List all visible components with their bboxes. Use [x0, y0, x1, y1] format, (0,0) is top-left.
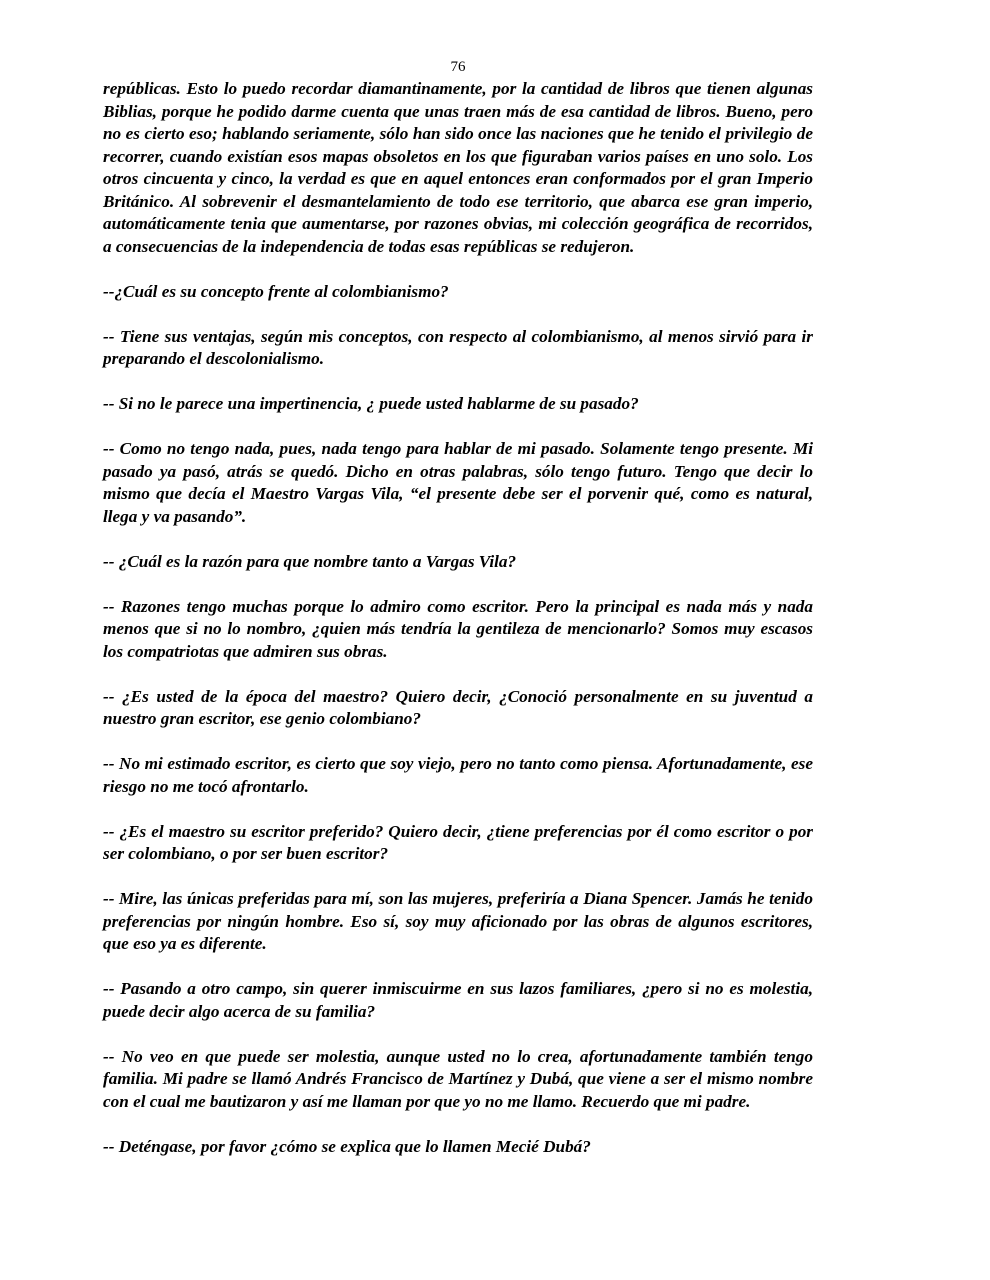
paragraph-answer: -- Tiene sus ventajas, según mis conceptos, con respecto al colombianismo, al menos sirvió para ir preparando el descolonialismo. — [103, 326, 813, 368]
paragraph-question: -- ¿Es usted de la época del maestro? Quiero decir, ¿Conoció personalmente en su juventud a nuestro gran escritor, ese genio colombiano? — [103, 686, 813, 728]
paragraph-question: -- ¿Es el maestro su escritor preferido? Quiero decir, ¿tiene preferencias por él como escritor o por ser colombiano, o por ser buen escritor? — [103, 821, 813, 863]
paragraph-answer: -- Como no tengo nada, pues, nada tengo para hablar de mi pasado. Solamente tengo presente. Mi pasado ya pasó, atrás se quedó. Dicho en otras palabras, sólo tengo futuro. Tengo que decir lo mismo que decía el Maestro Vargas Vila, “el presente debe ser el porvenir qué, como es natural, llega y va pasando”. — [103, 439, 813, 526]
paragraph-answer: -- Razones tengo muchas porque lo admiro como escritor. Pero la principal es nada más y nada menos que si no lo nombro, ¿quien más tendría la gentileza de mencionarlo? Somos muy escasos los compatriotas que admiren sus obras. — [103, 596, 813, 661]
paragraph-question: -- ¿Cuál es la razón para que nombre tanto a Vargas Vila? — [103, 551, 517, 571]
paragraph-question: --¿Cuál es su concepto frente al colombianismo? — [103, 281, 449, 301]
paragraph-continuation: repúblicas. Esto lo puedo recordar diamantinamente, por la cantidad de libros que tienen algunas Biblias, porque he podido darme cuenta que unas traen más de esa cantidad de libros. Bueno, pero no es cierto eso; hablando seriamente, sólo han sido once las naciones que he tenido el privilegio de recorrer, cuando existían esos mapas obsoletos en los que figuraban varios países en uno solo. Los otros cincuenta y cinco, la verdad es que en aquel entonces eran conformados por el gran Imperio Británico. Al sobrevenir el desmantelamiento de todo ese territorio, que abarca ese gran imperio, automáticamente tenia que aumentarse, por razones obvias, mi colección geográfica de recorridos, a consecuencias de la independencia de todas esas repúblicas se redujeron. — [103, 79, 813, 256]
paragraph-answer: -- No veo en que puede ser molestia, aunque usted no lo crea, afortunadamente también tengo familia. Mi padre se llamó Andrés Francisco de Martínez y Dubá, que viene a ser el mismo nombre con el cual me bautizaron y así me llaman por que yo no me llamo. Recuerdo que mi padre. — [103, 1046, 813, 1111]
paragraph-question: -- Si no le parece una impertinencia, ¿ puede usted hablarme de su pasado? — [103, 394, 639, 413]
paragraph-question: -- Deténgase, por favor ¿cómo se explica que lo llamen Mecié Dubá? — [103, 1136, 591, 1156]
page-content — [103, 78, 813, 1181]
paragraph-answer: -- Mire, las únicas preferidas para mí, son las mujeres, preferiría a Diana Spencer. Jamás he tenido preferencias por ningún hombre. Eso sí, soy muy aficionado por las obras de algunos escritores, que eso ya es diferente. — [103, 889, 813, 953]
paragraph-answer: -- No mi estimado escritor, es cierto que soy viejo, pero no tanto como piensa. Afortunadamente, ese riesgo no me tocó afrontarlo. — [103, 754, 813, 796]
page-number: 76 — [450, 59, 466, 75]
paragraph-question: -- Pasando a otro campo, sin querer inmiscuirme en sus lazos familiares, ¿pero si no es molestia, puede decir algo acerca de su familia? — [103, 979, 813, 1021]
